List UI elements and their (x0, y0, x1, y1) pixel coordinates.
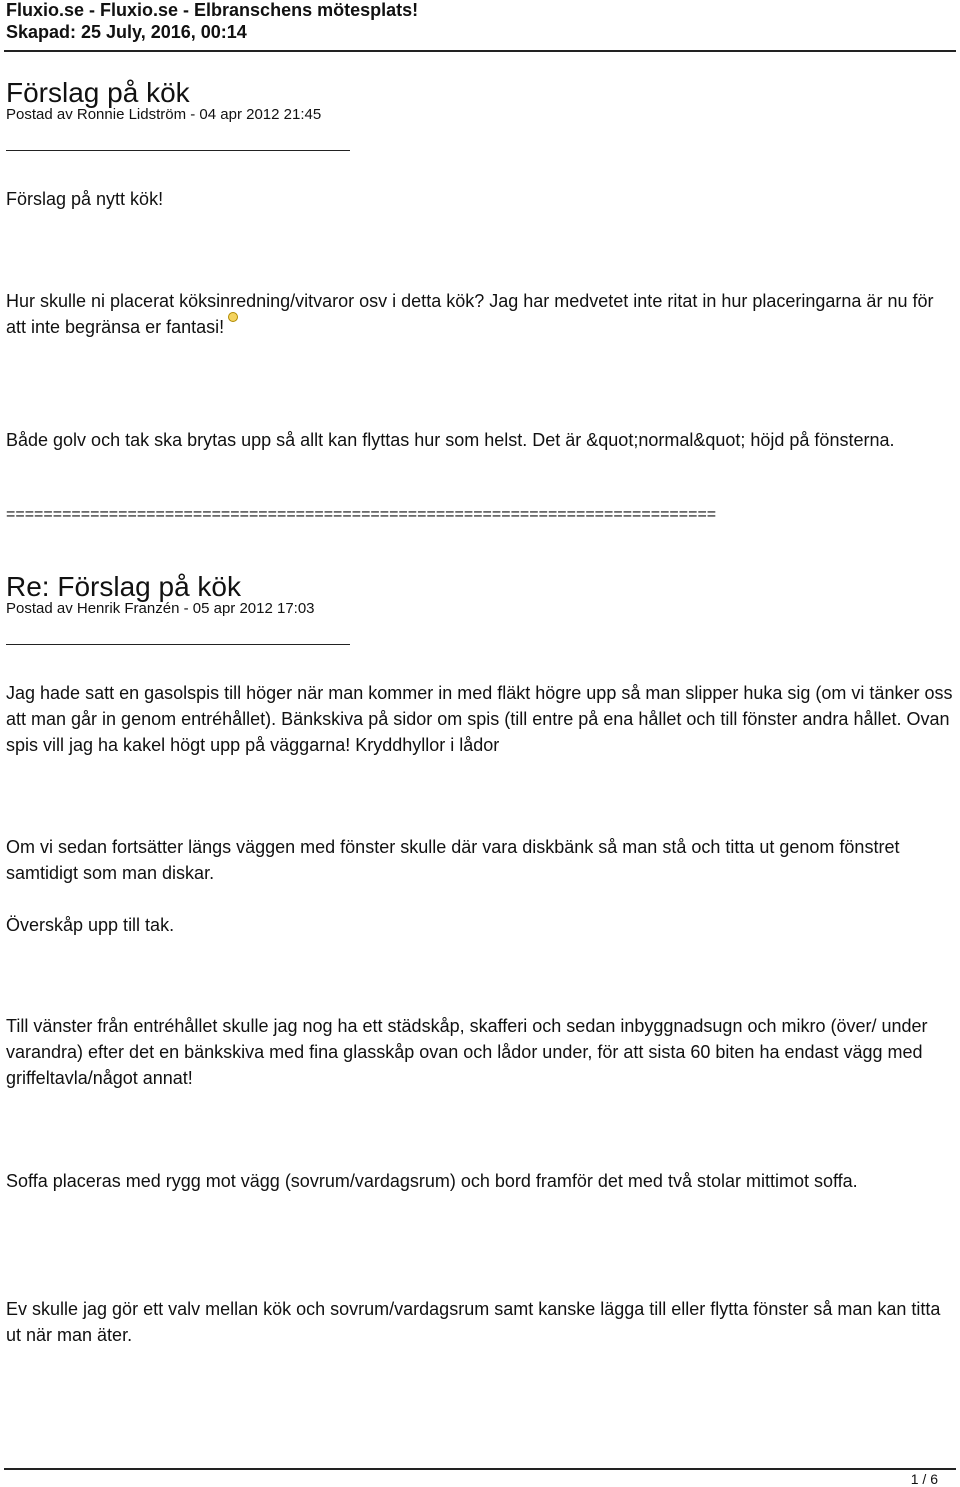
post-meta: Postad av Ronnie Lidström - 04 apr 2012 21:45 (6, 106, 322, 123)
created-date: Skapad: 25 July, 2016, 00:14 (6, 22, 247, 42)
post-paragraph: Ev skulle jag gör ett valv mellan kök och sovrum/vardagsrum samt kanske lägga till eller flytta fönster så man kan titta ut när man äter. (6, 1299, 941, 1345)
post-meta-underline (6, 644, 350, 645)
footer-divider (4, 1468, 956, 1470)
post-title: Re: Förslag på kök (6, 571, 241, 602)
post-meta-underline (6, 150, 350, 151)
header-divider (4, 50, 956, 52)
post-paragraph: Till vänster från entréhållet skulle jag nog ha ett städskåp, skafferi och sedan inbyggnadsugn och mikro (över/ under varandra) efter det en bänkskiva med fina glasskåp ovan och lådor under, för att sista 60 biten ha endast vägg med griffeltavla/något annat! (6, 1016, 928, 1088)
post-separator: ============================================================================ (6, 506, 717, 523)
smiley-icon (228, 312, 238, 322)
post-title: Förslag på kök (6, 77, 190, 108)
post-paragraph: Soffa placeras med rygg mot vägg (sovrum/vardagsrum) och bord framför det med två stolar mittimot soffa. (6, 1171, 858, 1191)
post-paragraph: Jag hade satt en gasolspis till höger när man kommer in med fläkt högre upp så man slipper huka sig (om vi tänker oss att man går in genom entréhållet). Bänkskiva på sidor om spis (till entre på ena hållet och till fönster andra hållet. Ovan spis vill jag ha kakel högt upp på väggarna! Kryddhyllor i lådor (6, 683, 953, 755)
site-title: Fluxio.se - Fluxio.se - Elbranschens mötesplats! (6, 0, 419, 20)
post-paragraph: Överskåp upp till tak. (6, 915, 175, 935)
post-paragraph: Om vi sedan fortsätter längs väggen med fönster skulle där vara diskbänk så man stå och titta ut genom fönstret samtidigt som man diskar. (6, 837, 900, 883)
post-meta: Postad av Henrik Franzén - 05 apr 2012 17:03 (6, 600, 315, 617)
page-number: 1 / 6 (910, 1471, 938, 1487)
post-paragraph: Hur skulle ni placerat köksinredning/vitvaror osv i detta kök? Jag har medvetet inte ritat in hur placeringarna är nu för att inte begränsa er fantasi! (6, 291, 934, 337)
post-paragraph: Både golv och tak ska brytas upp så allt kan flyttas hur som helst. Det är &quot;normal&quot; höjd på fönsterna. (6, 430, 895, 450)
post-paragraph: Förslag på nytt kök! (6, 189, 164, 209)
